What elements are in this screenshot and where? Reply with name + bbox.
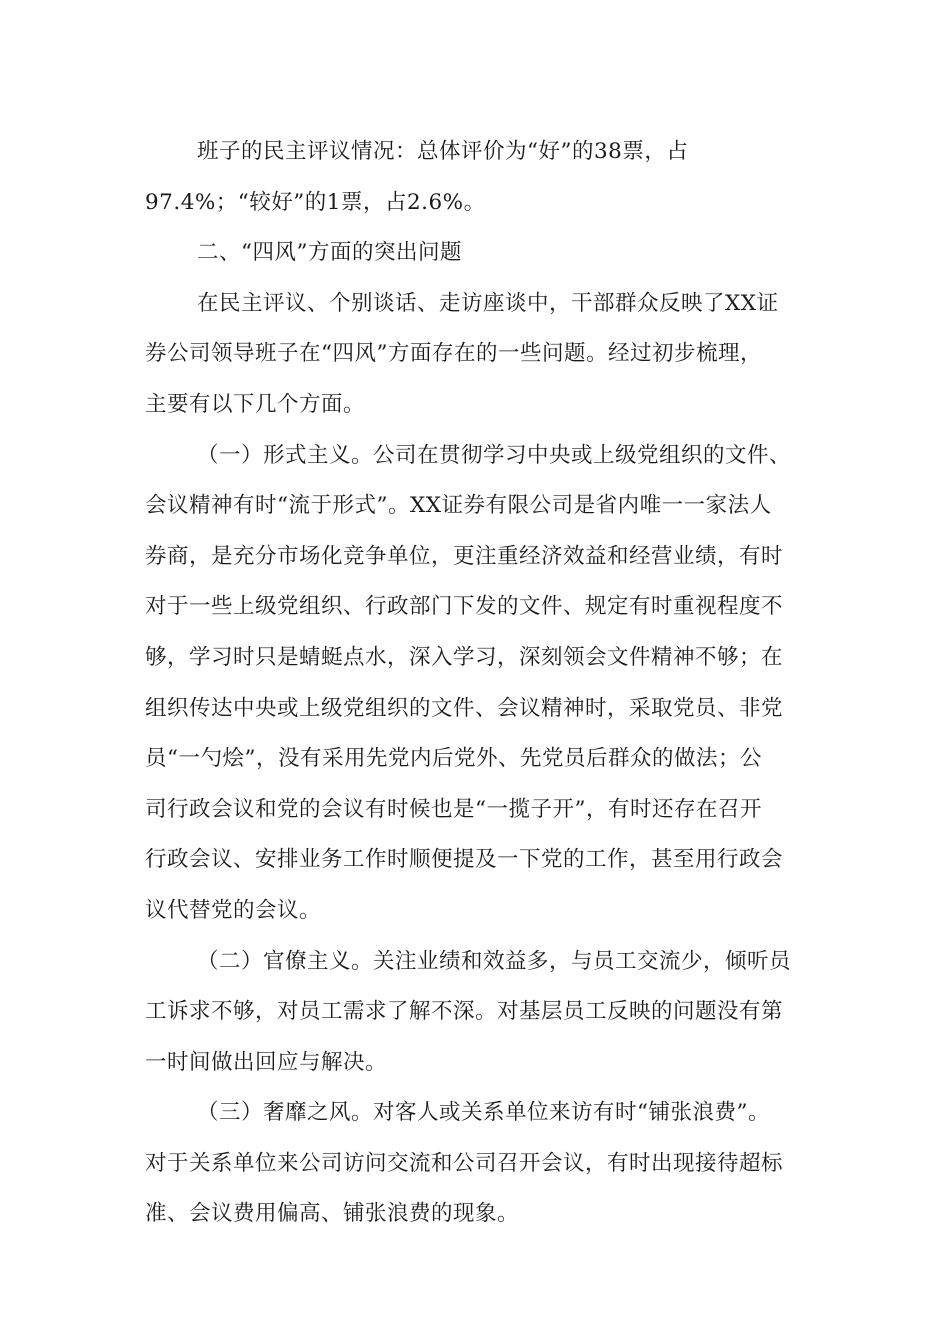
text-line: 员“一勺烩”，没有采用先党内后党外、先党员后群众的做法；公 <box>145 746 762 772</box>
text-line: 工诉求不够，对员工需求了解不深。对基层员工反映的问题没有第 <box>145 999 784 1025</box>
text-line: 券公司领导班子在“四风”方面存在的一些问题。经过初步梳理， <box>145 341 762 367</box>
text-line: 司行政会议和党的会议有时候也是“一揽子开”，有时还存在召开 <box>145 796 762 822</box>
text-line: （一）形式主义。公司在贯彻学习中央或上级党组织的文件、 <box>197 442 792 468</box>
text-line: 一时间做出回应与解决。 <box>145 1049 388 1075</box>
text-line: 在民主评议、个别谈话、走访座谈中，干部群众反映了XX证 <box>197 290 779 316</box>
text-line: 对于关系单位来公司访问交流和公司召开会议，有时出现接待超标 <box>145 1150 784 1176</box>
text-line: 主要有以下几个方面。 <box>145 391 366 417</box>
text-line: （二）官僚主义。关注业绩和效益多，与员工交流少，倾听员 <box>197 948 792 974</box>
text-line: 会议精神有时“流于形式”。XX证券有限公司是省内唯一一家法人 <box>145 493 772 519</box>
section-heading: 二、“四风”方面的突出问题 <box>197 240 462 266</box>
text-line: 议代替党的会议。 <box>145 897 322 923</box>
text-line: 券商，是充分市场化竞争单位，更注重经济效益和经营业绩，有时 <box>145 543 784 569</box>
text-line: （三）奢靡之风。对客人或关系单位来访有时“铺张浪费”。 <box>197 1100 770 1126</box>
text-line: 准、会议费用偏高、铺张浪费的现象。 <box>145 1201 520 1227</box>
text-line: 97.4%；“较好”的1票，占2.6%。 <box>145 189 486 215</box>
text-line: 对于一些上级党组织、行政部门下发的文件、规定有时重视程度不 <box>145 594 784 620</box>
text-line: 够，学习时只是蜻蜓点水，深入学习，深刻领会文件精神不够；在 <box>145 644 784 670</box>
text-line: 组织传达中央或上级党组织的文件、会议精神时，采取党员、非党 <box>145 695 784 721</box>
document-body <box>145 127 805 1240</box>
text-line: 行政会议、安排业务工作时顺便提及一下党的工作，甚至用行政会 <box>145 847 784 873</box>
text-line: 班子的民主评议情况：总体评价为“好”的38票，占 <box>197 139 689 164</box>
